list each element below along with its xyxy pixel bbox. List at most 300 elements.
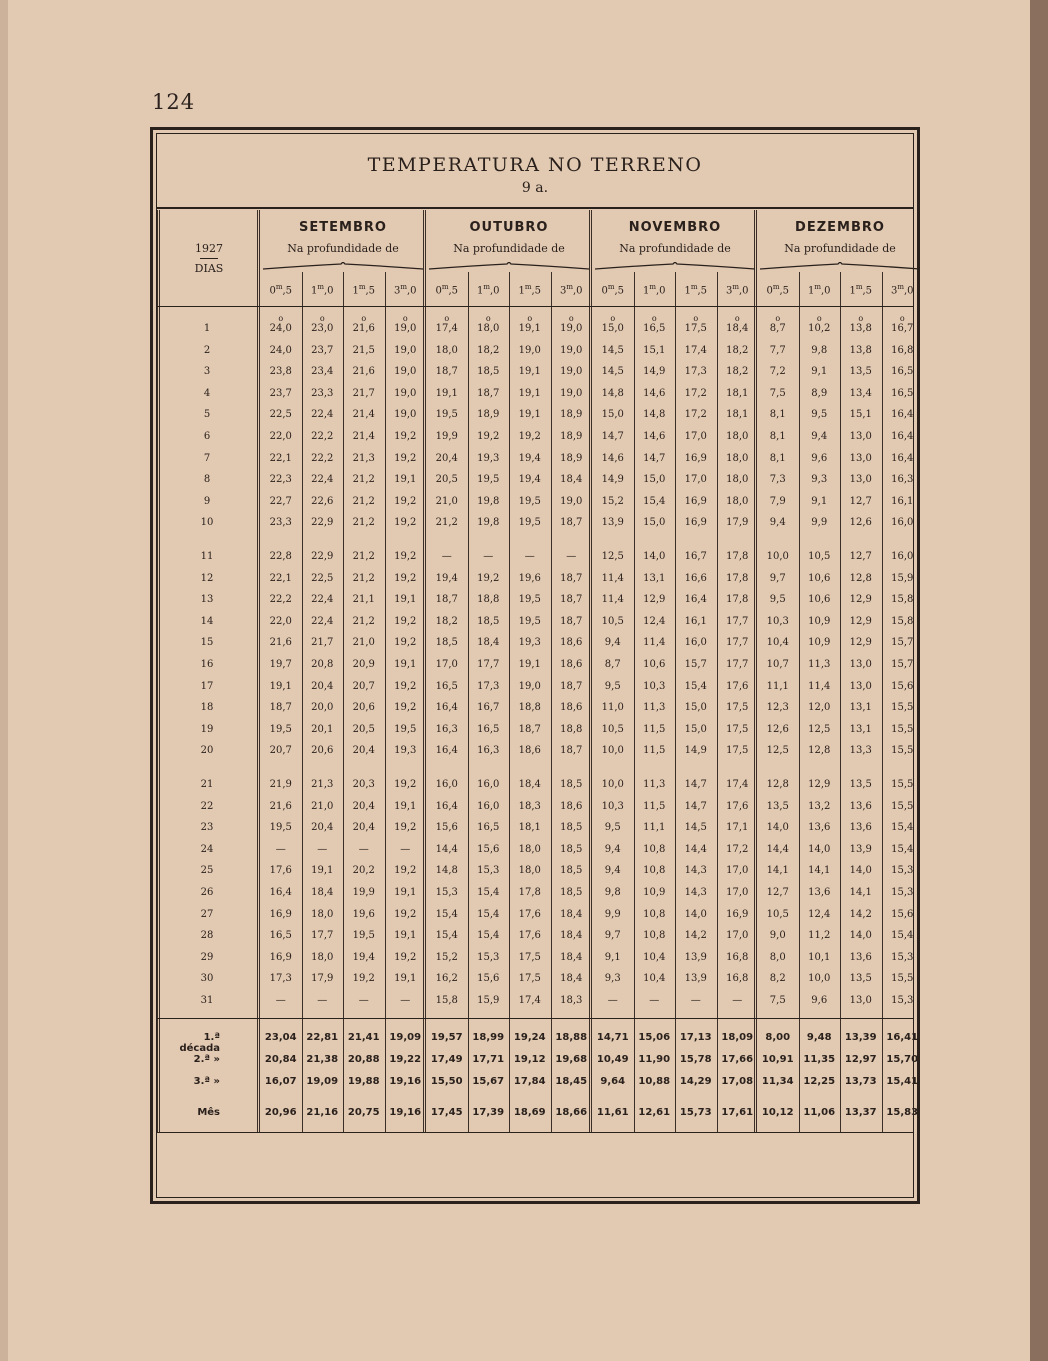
table-cell: 15,5 bbox=[891, 973, 914, 985]
table-cell: 15,6 bbox=[477, 843, 500, 855]
table-cell: 14,4 bbox=[766, 843, 789, 855]
table-cell: 18,4 bbox=[560, 973, 583, 985]
table-cell: 19,5 bbox=[269, 822, 292, 834]
table-cell: 20,3 bbox=[352, 779, 375, 790]
table-cell: 22,4 bbox=[311, 594, 334, 606]
table-cell: 15,4 bbox=[477, 908, 500, 920]
day-number: 3 bbox=[203, 366, 211, 378]
table-cell: 9,3 bbox=[604, 973, 621, 985]
table-cell: 18,6 bbox=[560, 659, 583, 670]
table-cell: 19,4 bbox=[518, 452, 541, 464]
table-cell: 14,0 bbox=[684, 908, 707, 920]
summary-cell: 19,16 bbox=[389, 1107, 422, 1118]
table-cell: 19,2 bbox=[394, 865, 417, 877]
table-cell: 9,7 bbox=[769, 572, 786, 584]
table-cell: 15,0 bbox=[643, 474, 666, 486]
table-cell: 7,2 bbox=[769, 366, 786, 378]
table-cell: 12,8 bbox=[766, 779, 789, 790]
table-cell: 10,6 bbox=[808, 594, 831, 606]
table-cell: 19,2 bbox=[394, 908, 417, 920]
table-cell: 11,3 bbox=[808, 659, 831, 670]
month-header-novembro: NOVEMBRO bbox=[628, 220, 722, 235]
table-cell: 18,1 bbox=[518, 822, 541, 834]
table-cell: 9,3 bbox=[811, 474, 828, 486]
table-cell: 19,0 bbox=[394, 409, 417, 421]
degree-mark: o bbox=[278, 314, 284, 323]
table-cell: 14,3 bbox=[684, 887, 707, 898]
table-cell: 16,1 bbox=[891, 495, 914, 507]
table-cell: 17,5 bbox=[726, 702, 749, 714]
summary-cell: 17,61 bbox=[721, 1107, 754, 1118]
degree-mark: o bbox=[361, 314, 367, 323]
table-cell: 21,3 bbox=[311, 779, 334, 790]
day-number: 30 bbox=[200, 973, 214, 985]
depth-caption: Na profundidade de bbox=[619, 242, 731, 255]
table-cell: — bbox=[358, 843, 369, 855]
table-cell: 18,5 bbox=[435, 637, 458, 649]
table-cell: 22,0 bbox=[269, 615, 292, 627]
summary-cell: 14,29 bbox=[679, 1076, 712, 1087]
table-cell: 17,5 bbox=[518, 973, 541, 985]
table-cell: 22,4 bbox=[311, 474, 334, 486]
summary-cell: 17,84 bbox=[513, 1076, 546, 1087]
summary-cell: 9,48 bbox=[806, 1032, 832, 1043]
table-cell: 17,5 bbox=[726, 723, 749, 735]
table-cell: 19,5 bbox=[394, 723, 417, 735]
table-cell: — bbox=[483, 551, 494, 562]
table-cell: 20,7 bbox=[269, 745, 292, 757]
degree-mark: o bbox=[402, 314, 408, 323]
table-cell: 18,5 bbox=[477, 615, 500, 627]
table-cell: 18,2 bbox=[726, 344, 749, 356]
table-cell: 11,5 bbox=[643, 745, 666, 757]
summary-cell: 19,68 bbox=[555, 1054, 588, 1065]
table-cell: 22,9 bbox=[311, 551, 334, 562]
table-cell: 15,3 bbox=[477, 865, 500, 877]
table-cell: 15,4 bbox=[891, 930, 914, 942]
day-number: 10 bbox=[200, 517, 214, 529]
depth-header: 0$^m$,5 bbox=[601, 283, 625, 297]
table-cell: 14,8 bbox=[601, 387, 624, 399]
title-rule bbox=[156, 207, 914, 209]
day-number: 31 bbox=[200, 995, 214, 1006]
table-cell: 18,5 bbox=[477, 366, 500, 378]
year-rule bbox=[200, 258, 218, 259]
table-cell: 16,8 bbox=[726, 973, 749, 985]
table-cell: 17,2 bbox=[684, 387, 707, 399]
table-cell: 17,6 bbox=[518, 930, 541, 942]
table-cell: 10,3 bbox=[643, 680, 666, 692]
table-cell: — bbox=[690, 995, 701, 1006]
table-cell: 13,0 bbox=[849, 995, 872, 1006]
table-cell: 21,2 bbox=[352, 517, 375, 529]
summary-cell: 15,78 bbox=[679, 1054, 712, 1065]
table-cell: 22,4 bbox=[311, 409, 334, 421]
table-cell: 20,4 bbox=[311, 822, 334, 834]
table-cell: 9,5 bbox=[604, 680, 621, 692]
table-cell: — bbox=[358, 995, 369, 1006]
table-cell: 22,7 bbox=[269, 495, 292, 507]
table-cell: 19,1 bbox=[394, 594, 417, 606]
table-cell: 13,5 bbox=[849, 366, 872, 378]
table-cell: 14,9 bbox=[643, 366, 666, 378]
table-cell: 19,4 bbox=[435, 572, 458, 584]
table-cell: 14,2 bbox=[849, 908, 872, 920]
table-cell: 10,1 bbox=[808, 951, 831, 963]
table-cell: 19,3 bbox=[518, 637, 541, 649]
depth-header: 1$^m$,5 bbox=[518, 283, 542, 297]
table-cell: 19,1 bbox=[269, 680, 292, 692]
table-cell: 14,1 bbox=[849, 887, 872, 898]
table-cell: 12,0 bbox=[808, 702, 831, 714]
table-cell: 16,7 bbox=[684, 551, 707, 562]
table-cell: 15,1 bbox=[643, 344, 666, 356]
summary-cell: 15,73 bbox=[679, 1107, 712, 1118]
table-cell: 17,8 bbox=[726, 551, 749, 562]
depth-caption: Na profundidade de bbox=[287, 242, 399, 255]
table-cell: 10,4 bbox=[643, 951, 666, 963]
table-cell: 18,6 bbox=[518, 745, 541, 757]
day-number: 16 bbox=[200, 659, 214, 670]
table-cell: 11,3 bbox=[643, 702, 666, 714]
table-cell: — bbox=[317, 995, 328, 1006]
table-cell: 15,0 bbox=[601, 409, 624, 421]
table-cell: 12,9 bbox=[808, 779, 831, 790]
summary-cell: 16,41 bbox=[886, 1032, 919, 1043]
table-cell: 11,4 bbox=[808, 680, 831, 692]
table-cell: 10,0 bbox=[601, 779, 624, 790]
table-cell: 9,6 bbox=[811, 452, 828, 464]
summary-cell: 21,41 bbox=[347, 1032, 380, 1043]
table-cell: 19,0 bbox=[560, 344, 583, 356]
table-cell: 10,6 bbox=[643, 659, 666, 670]
table-cell: 16,0 bbox=[477, 800, 500, 812]
table-cell: 14,9 bbox=[601, 474, 624, 486]
table-cell: 15,4 bbox=[477, 930, 500, 942]
table-cell: 17,5 bbox=[726, 745, 749, 757]
degree-mark: o bbox=[568, 314, 574, 323]
table-cell: 17,7 bbox=[726, 659, 749, 670]
table-cell: 20,7 bbox=[352, 680, 375, 692]
table-cell: 13,2 bbox=[808, 800, 831, 812]
table-cell: 9,7 bbox=[604, 930, 621, 942]
degree-mark: o bbox=[527, 314, 533, 323]
table-cell: 18,7 bbox=[518, 723, 541, 735]
table-cell: 16,3 bbox=[891, 474, 914, 486]
table-cell: 11,5 bbox=[643, 723, 666, 735]
summary-cell: 11,34 bbox=[761, 1076, 794, 1087]
table-cell: 20,4 bbox=[352, 800, 375, 812]
table-cell: 19,2 bbox=[394, 495, 417, 507]
table-cell: 17,7 bbox=[726, 615, 749, 627]
table-cell: 18,4 bbox=[560, 908, 583, 920]
table-cell: 19,9 bbox=[435, 431, 458, 442]
table-cell: 17,7 bbox=[726, 637, 749, 649]
table-cell: 7,7 bbox=[769, 344, 786, 356]
table-cell: 18,2 bbox=[726, 366, 749, 378]
table-cell: 15,3 bbox=[891, 995, 914, 1006]
table-cell: 20,5 bbox=[352, 723, 375, 735]
table-cell: 16,4 bbox=[269, 887, 292, 898]
table-cell: 16,7 bbox=[477, 702, 500, 714]
table-cell: 22,9 bbox=[311, 517, 334, 529]
table-cell: 21,9 bbox=[269, 779, 292, 790]
table-cell: 14,0 bbox=[849, 930, 872, 942]
table-cell: 17,0 bbox=[684, 474, 707, 486]
table-cell: 19,0 bbox=[560, 387, 583, 399]
table-cell: 10,5 bbox=[808, 551, 831, 562]
table-cell: 18,0 bbox=[477, 323, 500, 334]
table-cell: 18,6 bbox=[560, 702, 583, 714]
table-cell: 21,4 bbox=[352, 409, 375, 421]
table-cell: — bbox=[400, 995, 411, 1006]
table-cell: 23,0 bbox=[311, 323, 334, 334]
table-cell: 9,6 bbox=[811, 995, 828, 1006]
table-cell: 17,8 bbox=[518, 887, 541, 898]
table-cell: 19,1 bbox=[435, 387, 458, 399]
table-cell: 18,2 bbox=[477, 344, 500, 356]
table-cell: 9,1 bbox=[604, 951, 621, 963]
table-cell: 18,0 bbox=[726, 474, 749, 486]
table-cell: 21,2 bbox=[352, 474, 375, 486]
table-cell: 19,5 bbox=[435, 409, 458, 421]
table-cell: 7,3 bbox=[769, 474, 786, 486]
table-cell: 14,7 bbox=[601, 431, 624, 442]
table-cell: 8,1 bbox=[769, 452, 786, 464]
table-cell: 13,1 bbox=[849, 723, 872, 735]
table-cell: 13,5 bbox=[849, 779, 872, 790]
table-cell: 19,0 bbox=[560, 495, 583, 507]
table-cell: 19,2 bbox=[394, 637, 417, 649]
table-cell: 21,0 bbox=[311, 800, 334, 812]
summary-cell: 20,88 bbox=[347, 1054, 380, 1065]
table-cell: 18,9 bbox=[477, 409, 500, 421]
table-cell: 18,9 bbox=[560, 452, 583, 464]
summary-cell: 10,88 bbox=[638, 1076, 671, 1087]
depth-caption: Na profundidade de bbox=[784, 242, 896, 255]
table-cell: 17,1 bbox=[726, 822, 749, 834]
table-cell: 19,9 bbox=[352, 887, 375, 898]
table-cell: 19,1 bbox=[518, 323, 541, 334]
table-cell: 11,4 bbox=[601, 572, 624, 584]
depth-header: 1$^m$,0 bbox=[310, 283, 334, 297]
table-cell: 17,2 bbox=[726, 843, 749, 855]
table-cell: 17,6 bbox=[518, 908, 541, 920]
summary-cell: 12,97 bbox=[844, 1054, 877, 1065]
table-cell: 13,5 bbox=[766, 800, 789, 812]
table-cell: 19,2 bbox=[394, 572, 417, 584]
table-cell: 15,3 bbox=[891, 865, 914, 877]
table-cell: 18,0 bbox=[518, 843, 541, 855]
table-cell: 18,8 bbox=[518, 702, 541, 714]
depth-header: 1$^m$,5 bbox=[849, 283, 873, 297]
day-number: 2 bbox=[203, 344, 211, 356]
table-cell: 22,3 bbox=[269, 474, 292, 486]
table-cell: 11,4 bbox=[601, 594, 624, 606]
table-cell: 16,4 bbox=[891, 431, 914, 442]
table-cell: 8,2 bbox=[769, 973, 786, 985]
table-cell: 16,5 bbox=[269, 930, 292, 942]
table-cell: 22,2 bbox=[269, 594, 292, 606]
table-cell: 19,6 bbox=[352, 908, 375, 920]
table-cell: 12,8 bbox=[849, 572, 872, 584]
table-cell: 22,5 bbox=[269, 409, 292, 421]
table-cell: 12,7 bbox=[849, 551, 872, 562]
table-cell: 12,6 bbox=[766, 723, 789, 735]
table-cell: 16,9 bbox=[269, 908, 292, 920]
year-label: 1927 bbox=[195, 242, 223, 255]
summary-cell: 17,45 bbox=[430, 1107, 463, 1118]
table-cell: 12,7 bbox=[849, 495, 872, 507]
table-cell: 19,0 bbox=[560, 323, 583, 334]
table-cell: 19,1 bbox=[394, 973, 417, 985]
day-number: 19 bbox=[200, 723, 214, 735]
table-cell: 21,2 bbox=[352, 615, 375, 627]
day-number: 28 bbox=[200, 930, 214, 942]
table-cell: 19,5 bbox=[269, 723, 292, 735]
table-cell: 20,1 bbox=[311, 723, 334, 735]
summary-cell: 13,39 bbox=[844, 1032, 877, 1043]
month-header-setembro: SETEMBRO bbox=[299, 220, 387, 235]
summary-cell: 8,00 bbox=[765, 1032, 791, 1043]
table-cell: 19,2 bbox=[477, 572, 500, 584]
table-cell: 17,4 bbox=[518, 995, 541, 1006]
table-cell: 10,9 bbox=[643, 887, 666, 898]
degree-mark: o bbox=[485, 314, 491, 323]
table-cell: 19,5 bbox=[518, 594, 541, 606]
table-cell: 23,7 bbox=[269, 387, 292, 399]
depth-header: 0$^m$,5 bbox=[766, 283, 790, 297]
table-cell: 14,7 bbox=[684, 779, 707, 790]
month-header-dezembro: DEZEMBRO bbox=[795, 220, 885, 235]
summary-cell: 22,81 bbox=[306, 1032, 339, 1043]
table-cell: 16,5 bbox=[891, 366, 914, 378]
day-number: 15 bbox=[200, 637, 214, 649]
table-cell: 18,7 bbox=[477, 387, 500, 399]
table-cell: 17,2 bbox=[684, 409, 707, 421]
day-number: 4 bbox=[203, 387, 211, 399]
table-cell: 20,0 bbox=[311, 702, 334, 714]
table-cell: 16,0 bbox=[477, 779, 500, 790]
table-cell: 19,0 bbox=[518, 680, 541, 692]
table-cell: 18,7 bbox=[560, 680, 583, 692]
table-cell: 21,4 bbox=[352, 431, 375, 442]
table-cell: 13,4 bbox=[849, 387, 872, 399]
table-cell: 19,2 bbox=[394, 680, 417, 692]
table-cell: 15,4 bbox=[684, 680, 707, 692]
table-cell: 18,7 bbox=[560, 517, 583, 529]
header-brace bbox=[263, 262, 423, 270]
summary-label: 2.ª » bbox=[193, 1054, 220, 1065]
page-edge-right bbox=[1030, 0, 1048, 1361]
table-cell: 15,8 bbox=[891, 594, 914, 606]
table-cell: 19,1 bbox=[518, 366, 541, 378]
table-cell: 16,9 bbox=[684, 452, 707, 464]
table-cell: 21,6 bbox=[269, 637, 292, 649]
table-cell: 22,6 bbox=[311, 495, 334, 507]
table-cell: 21,6 bbox=[269, 800, 292, 812]
table-cell: 14,1 bbox=[766, 865, 789, 877]
table-cell: 19,8 bbox=[477, 517, 500, 529]
table-cell: 13,0 bbox=[849, 680, 872, 692]
depth-header: 0$^m$,5 bbox=[435, 283, 459, 297]
summary-cell: 19,09 bbox=[389, 1032, 422, 1043]
day-number: 8 bbox=[203, 474, 211, 486]
table-cell: 14,4 bbox=[435, 843, 458, 855]
day-number: 13 bbox=[200, 594, 214, 606]
table-cell: 16,4 bbox=[435, 745, 458, 757]
summary-cell: 12,25 bbox=[803, 1076, 836, 1087]
day-number: 11 bbox=[200, 551, 214, 562]
day-number: 5 bbox=[203, 409, 211, 421]
table-cell: 19,4 bbox=[352, 951, 375, 963]
table-cell: 16,4 bbox=[684, 594, 707, 606]
month-header-outubro: OUTUBRO bbox=[469, 220, 549, 235]
table-cell: 8,0 bbox=[769, 951, 786, 963]
table-cell: 16,3 bbox=[477, 745, 500, 757]
table-cell: 14,7 bbox=[684, 800, 707, 812]
degree-mark: o bbox=[319, 314, 325, 323]
table-cell: 19,5 bbox=[352, 930, 375, 942]
summary-cell: 13,37 bbox=[844, 1107, 877, 1118]
table-cell: 11,2 bbox=[808, 930, 831, 942]
table-cell: 14,0 bbox=[766, 822, 789, 834]
table-cell: 20,4 bbox=[352, 745, 375, 757]
table-cell: 18,6 bbox=[560, 637, 583, 649]
table-cell: 13,8 bbox=[849, 323, 872, 334]
table-title: TEMPERATURA NO TERRENO bbox=[367, 154, 703, 176]
header-rule bbox=[156, 306, 914, 307]
summary-cell: 15,41 bbox=[886, 1076, 919, 1087]
table-cell: 19,2 bbox=[394, 615, 417, 627]
table-cell: 16,5 bbox=[477, 822, 500, 834]
table-cell: 16,5 bbox=[435, 680, 458, 692]
day-number: 23 bbox=[200, 822, 214, 834]
table-cell: 19,2 bbox=[394, 517, 417, 529]
table-cell: 15,5 bbox=[891, 723, 914, 735]
table-cell: 9,8 bbox=[811, 344, 828, 356]
table-cell: 12,7 bbox=[766, 887, 789, 898]
table-cell: 19,2 bbox=[394, 822, 417, 834]
table-cell: 13,3 bbox=[849, 745, 872, 757]
table-cell: 15,6 bbox=[435, 822, 458, 834]
degree-mark: o bbox=[775, 314, 781, 323]
table-cell: 15,4 bbox=[435, 930, 458, 942]
summary-cell: 11,35 bbox=[803, 1054, 836, 1065]
table-cell: 10,3 bbox=[766, 615, 789, 627]
depth-header: 1$^m$,0 bbox=[642, 283, 666, 297]
table-cell: 10,0 bbox=[766, 551, 789, 562]
table-cell: 9,5 bbox=[604, 822, 621, 834]
table-cell: 7,9 bbox=[769, 495, 786, 507]
table-cell: 15,1 bbox=[849, 409, 872, 421]
table-cell: 18,7 bbox=[560, 745, 583, 757]
table-cell: 10,4 bbox=[766, 637, 789, 649]
table-cell: 18,7 bbox=[560, 572, 583, 584]
table-cell: 12,5 bbox=[601, 551, 624, 562]
table-cell: 9,4 bbox=[604, 843, 621, 855]
summary-cell: 12,61 bbox=[638, 1107, 671, 1118]
table-cell: 9,8 bbox=[604, 887, 621, 898]
table-cell: 13,6 bbox=[808, 887, 831, 898]
table-cell: 14,6 bbox=[643, 431, 666, 442]
table-cell: 17,8 bbox=[726, 572, 749, 584]
summary-cell: 17,71 bbox=[472, 1054, 505, 1065]
table-cell: 21,2 bbox=[352, 551, 375, 562]
table-cell: 13,9 bbox=[849, 843, 872, 855]
table-cell: 21,1 bbox=[352, 594, 375, 606]
table-cell: 14,0 bbox=[643, 551, 666, 562]
